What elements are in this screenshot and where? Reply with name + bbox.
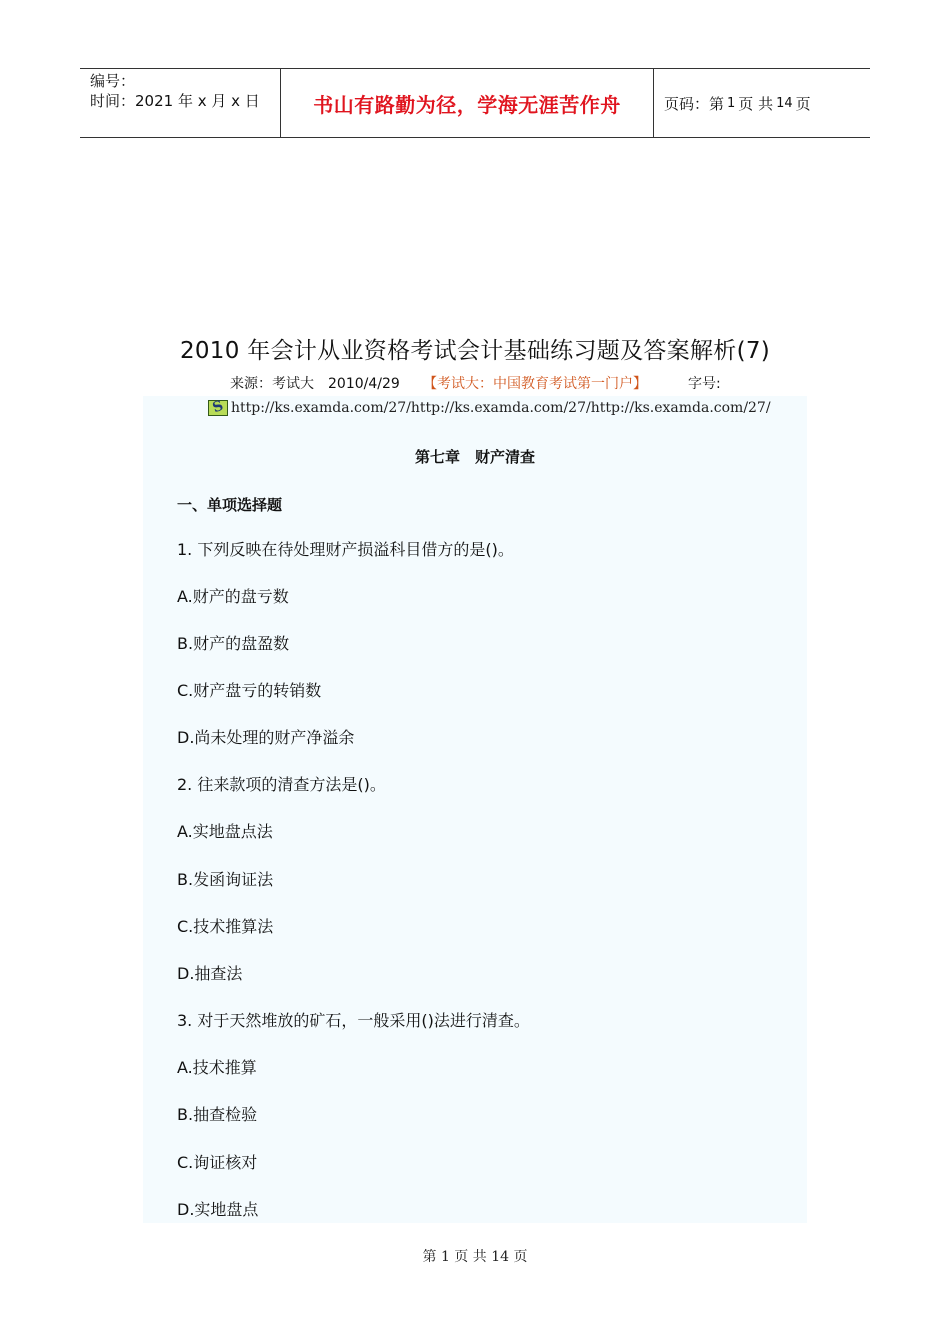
article-brand-link[interactable]: 【考试大：中国教育考试第一门户】 bbox=[423, 376, 647, 392]
option-line: D.尚未处理的财产净溢余 bbox=[177, 728, 355, 747]
header-info-cell bbox=[80, 69, 281, 137]
article-date: 2010/4/29 bbox=[328, 376, 400, 392]
option-line: C.财产盘亏的转销数 bbox=[177, 681, 322, 700]
question-line: 1. 下列反映在待处理财产损溢科目借方的是()。 bbox=[177, 540, 514, 559]
section-heading: 一、单项选择题 bbox=[177, 496, 283, 514]
page-suffix: 页 bbox=[795, 94, 811, 113]
url-row[interactable] bbox=[208, 396, 771, 420]
option-line: B.财产的盘盈数 bbox=[177, 634, 290, 653]
link-icon bbox=[208, 400, 228, 416]
time-label: 时间：2021 年 x 月 x 日 bbox=[90, 92, 260, 110]
question-line: 2. 往来款项的清查方法是()。 bbox=[177, 775, 386, 794]
document-header bbox=[80, 68, 870, 138]
option-line: A.财产的盘亏数 bbox=[177, 587, 289, 606]
question-line: 3. 对于天然堆放的矿石，一般采用()法进行清查。 bbox=[177, 1011, 530, 1030]
article-title: 2010 年会计从业资格考试会计基础练习题及答案解析(7) bbox=[179, 338, 771, 364]
article-meta bbox=[143, 372, 807, 396]
title-band bbox=[143, 320, 807, 372]
option-line: A.实地盘点法 bbox=[177, 822, 273, 841]
header-motto: 书山有路勤为径，学海无涯苦作舟 bbox=[281, 69, 654, 137]
page-prefix: 页码：第 bbox=[664, 94, 725, 113]
option-line: B.抽查检验 bbox=[177, 1105, 258, 1124]
article-source: 来源：考试大 bbox=[230, 376, 314, 392]
serial-label: 编号： bbox=[90, 72, 136, 90]
page-mid: 页 共 bbox=[738, 94, 774, 113]
option-line: C.技术推算法 bbox=[177, 917, 274, 936]
option-line: A.技术推算 bbox=[177, 1058, 257, 1077]
article-body bbox=[143, 320, 807, 1223]
page-current: 1 bbox=[727, 95, 736, 111]
article-url[interactable]: http://ks.examda.com/27/http://ks.examda.com/27/http://ks.examda.com/27/ bbox=[231, 400, 771, 416]
page-total: 14 bbox=[776, 95, 793, 111]
option-line: C.询证核对 bbox=[177, 1153, 258, 1172]
chapter-heading: 第七章 财产清查 bbox=[414, 448, 535, 466]
font-size-control[interactable]: 字号: bbox=[688, 376, 721, 392]
header-page-info bbox=[654, 69, 870, 137]
option-line: D.抽查法 bbox=[177, 964, 243, 983]
option-line: D.实地盘点 bbox=[177, 1200, 259, 1219]
page-footer: 第 1 页 共 14 页 bbox=[422, 1249, 528, 1265]
option-line: B.发函询证法 bbox=[177, 870, 274, 889]
